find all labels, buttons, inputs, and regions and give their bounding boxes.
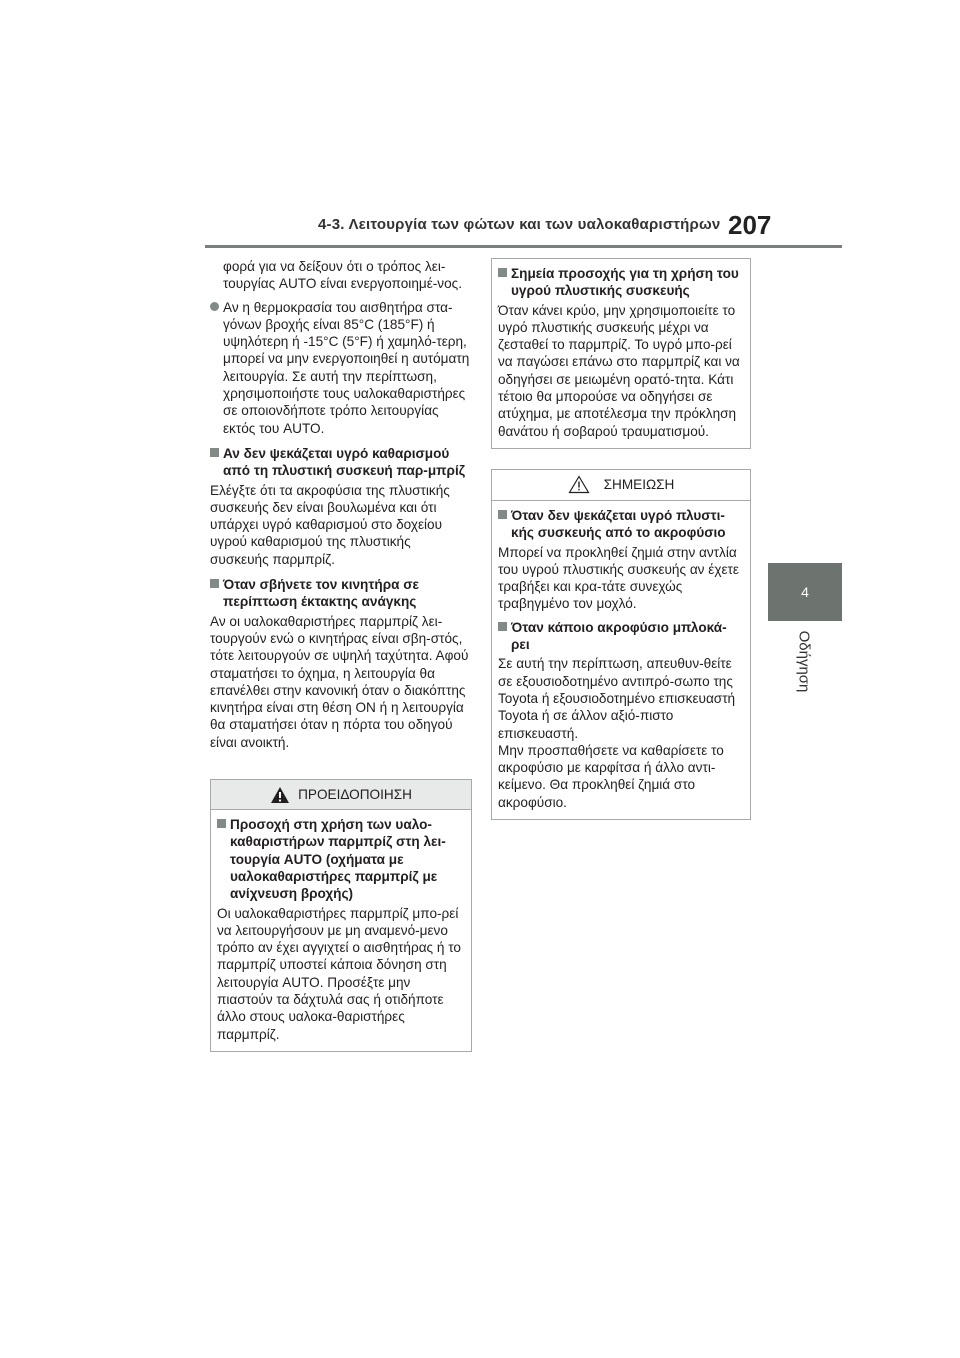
notice-box-body bbox=[492, 507, 750, 819]
notice-title-row bbox=[498, 507, 743, 542]
warning-heading: ΠΡΟΕΙΔΟΠΟΙΗΣΗ bbox=[298, 786, 412, 802]
section-text: Ελέγξτε ότι τα ακροφύσια της πλυστικής συσκευής δεν είναι βουλωμένα και ότι υπάρχει υγρό καθαρισμού στο δοχείου υγρού καθαρισμού της πλυστικής συσκευής παρμπρίζ. bbox=[210, 482, 450, 567]
chapter-side-label bbox=[758, 618, 850, 704]
intro-text: φορά για να δείξουν ότι ο τρόπος λει-τουργίας AUTO είναι ενεργοποιημέ-νος. bbox=[223, 259, 462, 292]
section-title: Όταν σβήνετε τον κινητήρα σε περίπτωση έκτακτης ανάγκης bbox=[223, 577, 420, 610]
bullet-text: Αν η θερμοκρασία του αισθητήρα στα-γόνων βροχής είναι 85°C (185°F) ή υψηλότερη ή -15°C (5°F) ή χαμηλό-τερη, μπορεί να μην ενεργοποιηθεί η αυτόματη λειτουργία. Σε αυτή την περίπτωση, χρησιμοποιήστε τους υαλοκαθαριστήρες σε οποιονδήποτε τρόπο λειτουργίας εκτός του AUTO. bbox=[223, 299, 470, 436]
notice-box bbox=[491, 469, 751, 820]
square-bullet-icon bbox=[210, 579, 219, 588]
caution-title: Σημεία προσοχής για τη χρήση του υγρού πλυστικής συσκευής bbox=[511, 266, 739, 299]
round-bullet-icon bbox=[210, 302, 219, 311]
chapter-tab-number: 4 bbox=[801, 584, 809, 600]
page-number: 207 bbox=[728, 210, 772, 240]
warning-title-row bbox=[217, 816, 464, 902]
notice-title: Όταν δεν ψεκάζεται υγρό πλυστι-κής συσκευής από το ακροφύσιο bbox=[511, 507, 726, 541]
bullet-item bbox=[210, 299, 472, 437]
header-divider bbox=[205, 245, 842, 248]
left-column bbox=[210, 258, 472, 1052]
section-title: Αν δεν ψεκάζεται υγρό καθαρισμού από τη πλυστική συσκευή παρ-μπρίζ bbox=[223, 445, 465, 479]
notice-triangle-icon bbox=[568, 475, 590, 494]
section-text: Αν οι υαλοκαθαριστήρες παρμπρίζ λει-τουργούν ενώ ο κινητήρας είναι σβη-στός, τότε λειτουργούν σε υψηλή ταχύτητα. Αφού σταματήσει το όχημα, η λειτουργία θα επανέλθει στην κανονική όταν ο διακόπτης κινητήρα είναι στη θέση ON ή η λειτουργία θα σταματήσει όταν η πόρτα του οδηγού είναι ανοικτή. bbox=[210, 613, 469, 750]
square-bullet-icon bbox=[498, 622, 507, 631]
square-bullet-icon bbox=[498, 510, 507, 519]
chapter-tab[interactable] bbox=[768, 563, 842, 621]
warning-triangle-icon bbox=[270, 786, 290, 804]
notice-text: Σε αυτή την περίπτωση, απευθυν-θείτε σε εξουσιοδοτημένο αντιπρό-σωπο της Toyota ή εξουσιοδοτημένο επισκευαστή Toyota ή σε άλλον αξιό-πιστο επισκευαστή. bbox=[498, 656, 736, 741]
warning-box-body bbox=[211, 816, 471, 1051]
right-column bbox=[491, 258, 751, 820]
notice-text: Μπορεί να προκληθεί ζημιά στην αντλία του υγρού πλυστικής συσκευής αν έχετε τραβήξει και κρα-τάτε συνεχώς τραβηγμένο τον μοχλό. bbox=[498, 544, 739, 612]
square-bullet-icon bbox=[210, 448, 219, 457]
caution-box bbox=[491, 258, 751, 449]
caution-title-row bbox=[498, 265, 743, 300]
caution-box-body bbox=[492, 265, 750, 448]
notice-heading: ΣΗΜΕΙΩΣΗ bbox=[603, 477, 675, 493]
notice-box-header bbox=[492, 470, 750, 501]
chapter-side-label-text: Οδήγηση bbox=[795, 630, 813, 692]
warning-title: Προσοχή στη χρήση των υαλο-καθαριστήρων παρμπρίζ στη λει-τουργία AUTO (οχήματα με υαλοκαθαριστήρες παρμπρίζ με ανίχνευση βροχής) bbox=[230, 817, 446, 902]
warning-box bbox=[210, 779, 472, 1052]
warning-text: Οι υαλοκαθαριστήρες παρμπρίζ μπο-ρεί να λειτουργήσουν με μη αναμενό-μενο τρόπο αν έχει αγγιχτεί ο αισθητήρας ή το παρμπρίζ υποστεί κάποια δόνηση στη λειτουργία AUTO. Προσέξτε μην πιαστούν τα δάχτυλά σας ή οτιδήποτε άλλο στους υαλοκα-θαριστήρες παρμπρίζ. bbox=[217, 905, 461, 1042]
section-heading bbox=[210, 445, 472, 480]
section-heading bbox=[210, 576, 472, 611]
notice-title: Όταν κάποιο ακροφύσιο μπλοκά-ρει bbox=[511, 619, 727, 653]
caution-text: Όταν κάνει κρύο, μην χρησιμοποιείτε το υγρό πλυστικής συσκευής μέχρι να ζεσταθεί το παρμπρίζ. Το υγρό μπο-ρεί να παγώσει επάνω στο παρμπρίζ και να οδηγήσει σε μειωμένη ορατό-τητα. Κάτι τέτοιο θα μπορούσε να οδηγήσει σε ατύχημα, με αποτέλεσμα την πρόκληση θανάτου ή σοβαρού τραυματισμού. bbox=[498, 302, 740, 439]
section-header-title: 4-3. Λειτουργία των φώτων και των υαλοκαθαριστήρων bbox=[318, 216, 721, 233]
square-bullet-icon bbox=[217, 819, 226, 828]
square-bullet-icon bbox=[498, 268, 507, 277]
warning-box-header bbox=[211, 780, 471, 810]
notice-text: Μην προσπαθήσετε να καθαρίσετε το ακροφύσιο με καρφίτσα ή άλλο αντι-κείμενο. Θα προκληθεί ζημιά στο ακροφύσιο. bbox=[498, 742, 724, 810]
notice-title-row bbox=[498, 619, 743, 654]
